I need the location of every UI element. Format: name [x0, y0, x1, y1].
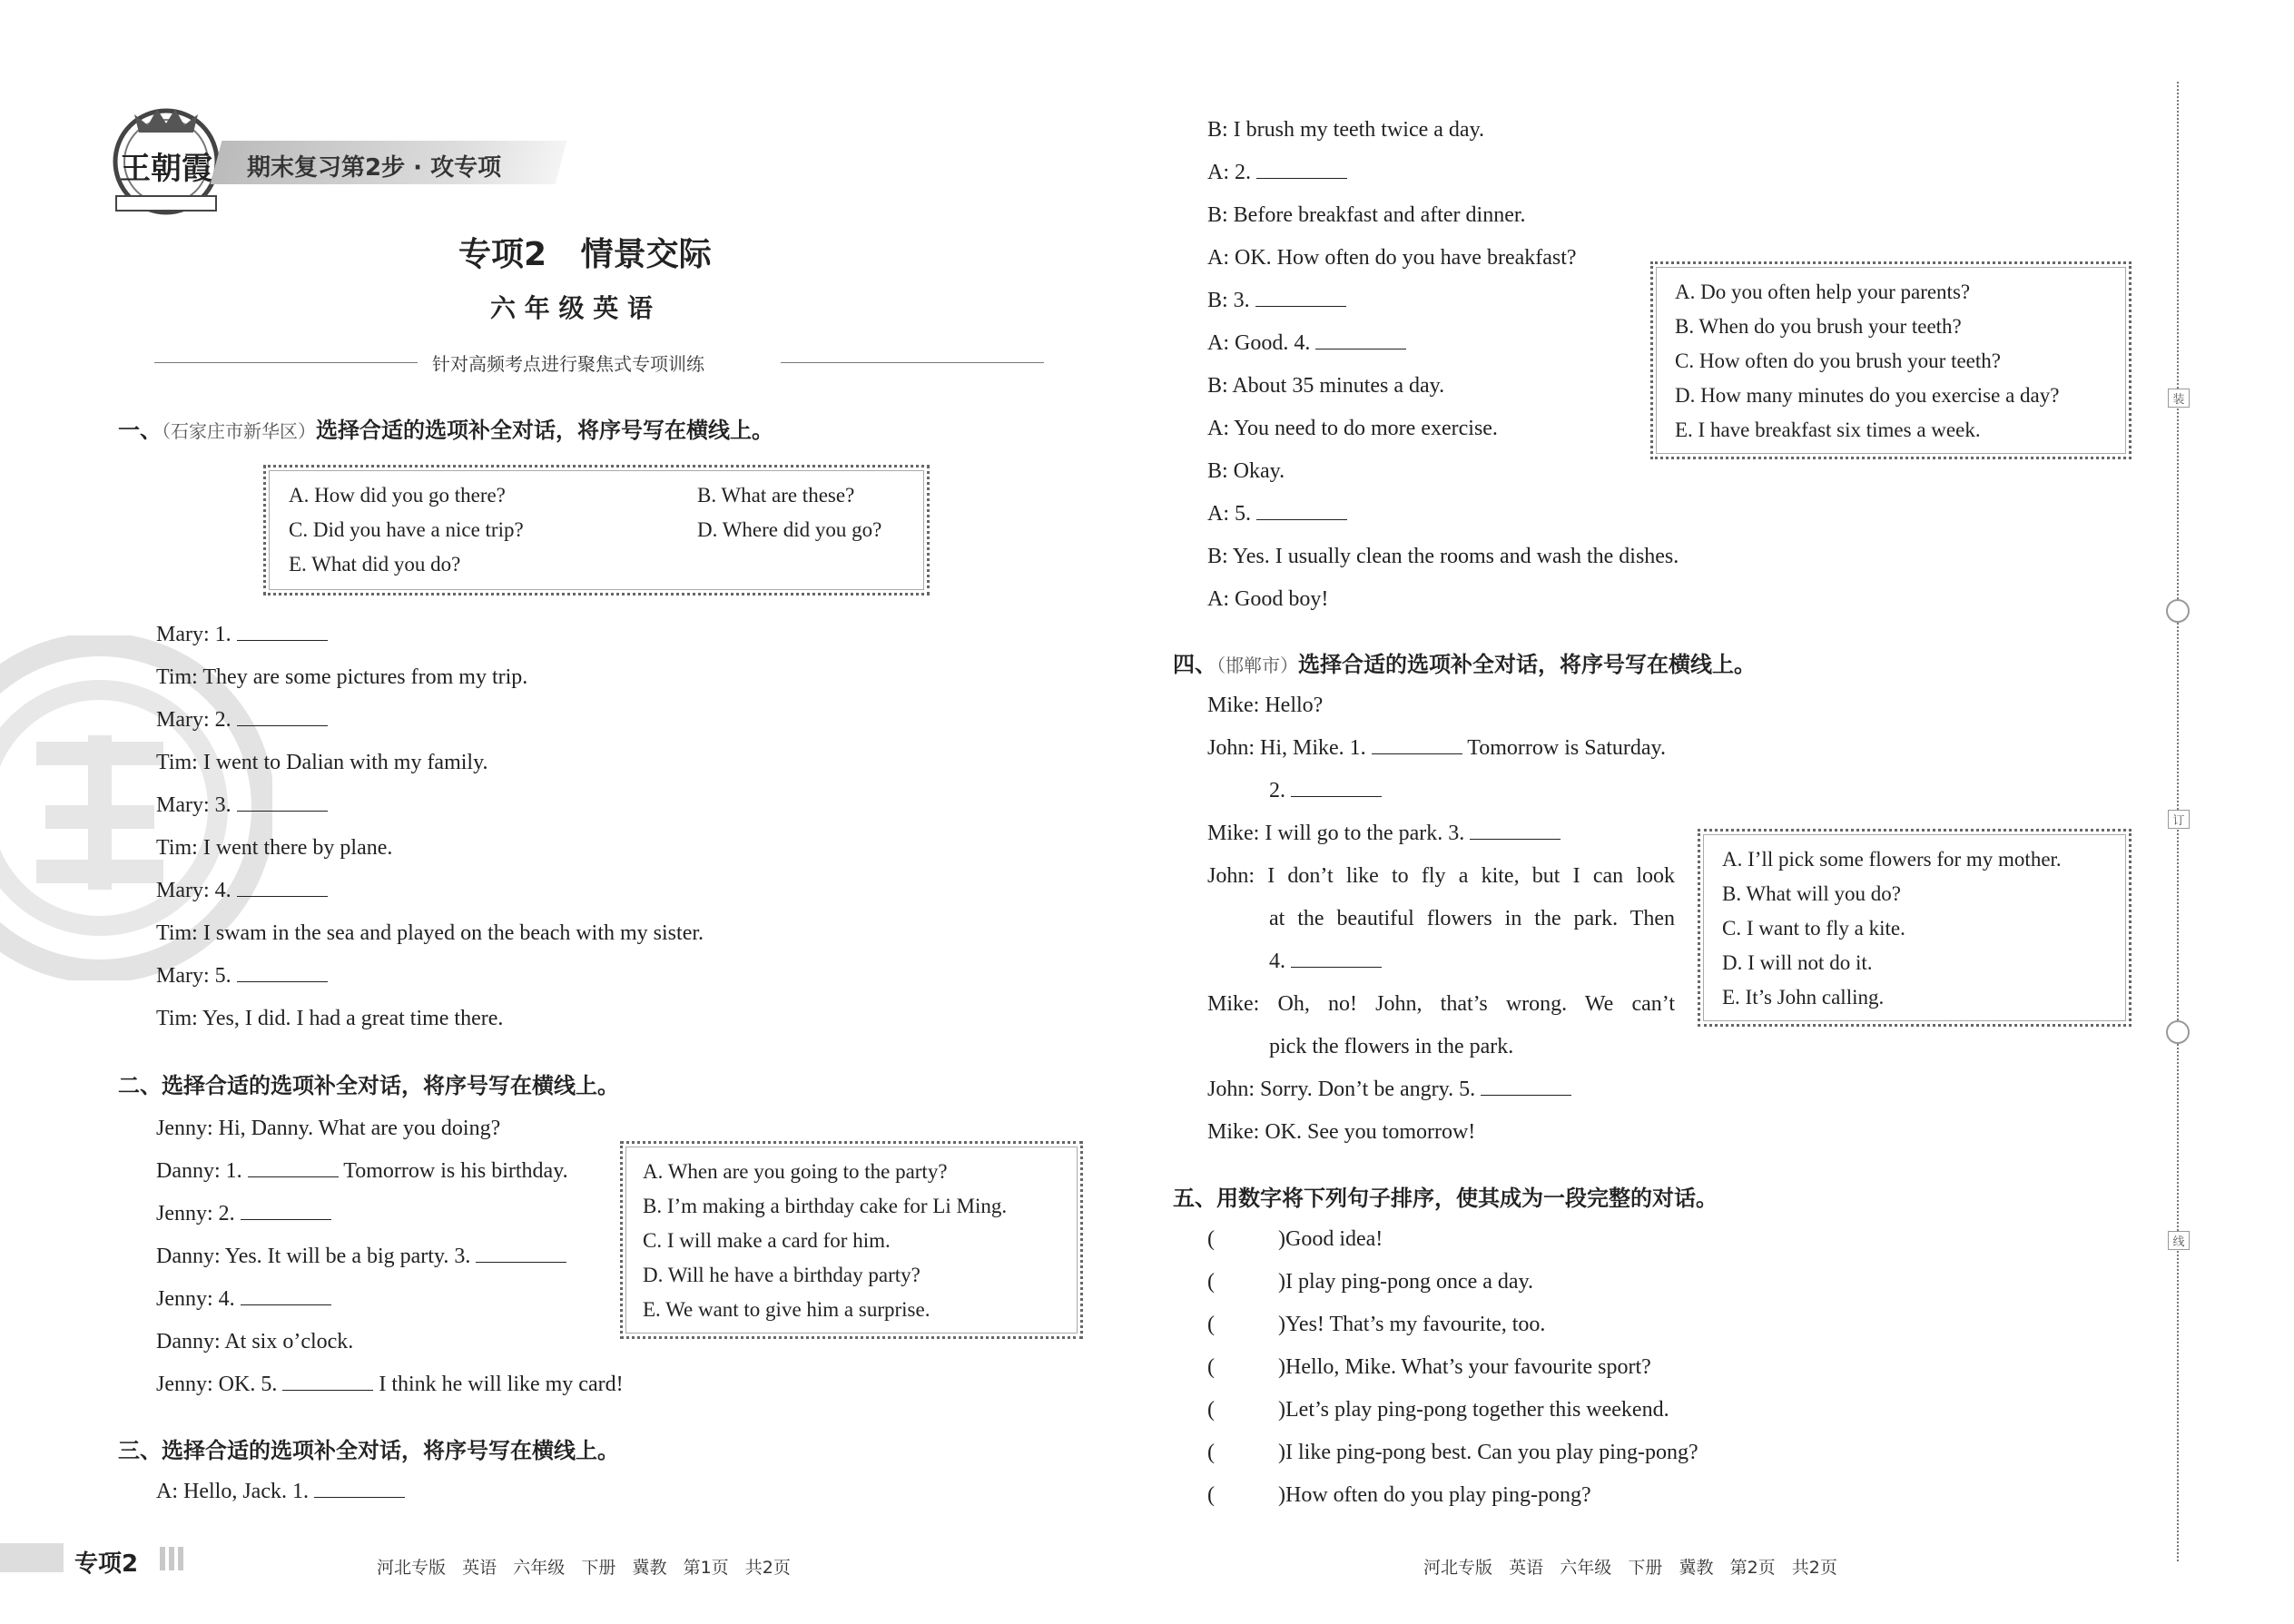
q2-heading: 二、选择合适的选项补全对话，将序号写在横线上。 [118, 1073, 619, 1098]
q2-line-2: Danny: 1. Tomorrow is his birthday. [156, 1159, 568, 1183]
q4-option-b: B. What will you do? [1722, 882, 1901, 905]
q1-line-2: Tim: They are some pictures from my trip. [156, 665, 528, 689]
q3-line-1: A: Hello, Jack. 1. [156, 1478, 405, 1505]
q5-item: ( )I play ping-pong once a day. [1207, 1270, 1534, 1294]
q1-option-b: B. What are these? [697, 484, 855, 507]
q3-line-8: B: About 35 minutes a day. [1207, 374, 1445, 398]
q3-option-a: A. Do you often help your parents? [1675, 281, 1971, 303]
q3-line-10: B: Okay. [1207, 459, 1285, 483]
binding-mark-1: 装 [2168, 389, 2190, 408]
binding-hole-icon [2166, 1020, 2190, 1044]
answer-blank[interactable] [1315, 330, 1406, 349]
q1-line-7: Mary: 4. [156, 877, 328, 904]
q1-line-6: Tim: I went there by plane. [156, 836, 393, 860]
answer-blank[interactable] [237, 707, 328, 726]
footer-right: 河北专版 英语 六年级 下册 冀教 第2页 共2页 [1423, 1558, 1837, 1578]
answer-blank[interactable] [282, 1372, 373, 1391]
q3-line-11: A: 5. [1207, 500, 1347, 527]
q4-line-10: John: Sorry. Don’t be angry. 5. [1207, 1076, 1571, 1103]
logo [107, 98, 225, 216]
q3-option-d: D. How many minutes do you exercise a day? [1675, 384, 2060, 407]
answer-blank[interactable] [1255, 288, 1346, 307]
q4-line-8: Mike: Oh, no! John, that’s wrong. We can’t [1207, 992, 1675, 1016]
answer-blank[interactable] [237, 878, 328, 897]
q3-line-12: B: Yes. I usually clean the rooms and wash the dishes. [1207, 545, 1679, 568]
binding-mark-3: 线 [2168, 1231, 2190, 1250]
tagline-rule-left [154, 362, 418, 363]
q5-item: ( )Yes! That’s my favourite, too. [1207, 1313, 1546, 1336]
q3-line-13: A: Good boy! [1207, 587, 1329, 611]
q3-line-4: B: Before breakfast and after dinner. [1207, 203, 1526, 227]
answer-blank[interactable] [1256, 160, 1347, 179]
answer-blank[interactable] [241, 1201, 331, 1220]
q2-option-b: B. I’m making a birthday cake for Li Ming. [643, 1195, 1008, 1217]
footer-tab-pattern [160, 1547, 183, 1570]
q2-line-5: Jenny: 4. [156, 1285, 331, 1313]
q1-heading: 一、（石家庄市新华区）选择合适的选项补全对话，将序号写在横线上。 [118, 418, 773, 443]
q2-line-1: Jenny: Hi, Danny. What are you doing? [156, 1117, 501, 1140]
q1-option-c: C. Did you have a nice trip? [289, 518, 524, 541]
q2-option-c: C. I will make a card for him. [643, 1229, 891, 1252]
q4-option-d: D. I will not do it. [1722, 951, 1873, 974]
q3-line-7: A: Good. 4. [1207, 330, 1406, 357]
answer-blank[interactable] [476, 1244, 566, 1263]
q2-option-e: E. We want to give him a surprise. [643, 1298, 930, 1321]
q1-line-4: Tim: I went to Dalian with my family. [156, 751, 488, 774]
answer-blank[interactable] [237, 963, 328, 982]
q2-option-d: D. Will he have a birthday party? [643, 1264, 921, 1286]
q2-line-3: Jenny: 2. [156, 1200, 331, 1227]
q1-line-3: Mary: 2. [156, 706, 328, 733]
answer-blank[interactable] [241, 1286, 331, 1305]
footer-tab-bar [0, 1543, 64, 1572]
footer-tab: 专项2 [74, 1550, 139, 1578]
q4-option-e: E. It’s John calling. [1722, 986, 1885, 1009]
answer-blank[interactable] [1256, 501, 1347, 520]
answer-blank[interactable] [314, 1479, 405, 1498]
q1-line-9: Mary: 5. [156, 962, 328, 989]
q5-item: ( )Good idea! [1207, 1227, 1383, 1251]
footer-left: 河北专版 英语 六年级 下册 冀教 第1页 共2页 [377, 1558, 791, 1578]
q4-line-3: 2. [1269, 777, 1382, 804]
q3-option-c: C. How often do you brush your teeth? [1675, 349, 2001, 372]
q4-line-1: Mike: Hello? [1207, 694, 1324, 717]
q5-item: ( )Let’s play ping-pong together this weekend. [1207, 1398, 1669, 1422]
tagline: 针对高频考点进行聚焦式专项训练 [432, 353, 704, 375]
q1-line-1: Mary: 1. [156, 621, 328, 648]
q1-option-d: D. Where did you go? [697, 518, 882, 541]
answer-blank[interactable] [248, 1158, 339, 1177]
q1-line-10: Tim: Yes, I did. I had a great time there. [156, 1007, 504, 1030]
q1-option-a: A. How did you go there? [289, 484, 506, 507]
answer-blank[interactable] [1481, 1077, 1571, 1096]
q2-option-a: A. When are you going to the party? [643, 1160, 948, 1183]
q4-heading: 四、（邯郸市）选择合适的选项补全对话，将序号写在横线上。 [1173, 652, 1756, 677]
page-subtitle: 六 年 级 英 语 [490, 293, 653, 323]
binding-mark-2: 订 [2168, 810, 2190, 829]
q1-line-5: Mary: 3. [156, 792, 328, 819]
q3-line-3: A: 2. [1207, 159, 1347, 186]
q5-item: ( )How often do you play ping-pong? [1207, 1483, 1591, 1507]
q4-source: （邯郸市） [1216, 655, 1298, 676]
q3-option-b: B. When do you brush your teeth? [1675, 315, 1962, 338]
q5-heading: 五、用数字将下列句子排序，使其成为一段完整的对话。 [1173, 1186, 1718, 1211]
answer-blank[interactable] [237, 792, 328, 812]
q1-line-8: Tim: I swam in the sea and played on the beach with my sister. [156, 921, 704, 945]
logo-text: 王朝霞 [120, 151, 212, 187]
q4-line-11: Mike: OK. See you tomorrow! [1207, 1120, 1476, 1144]
answer-blank[interactable] [1291, 949, 1382, 968]
answer-blank[interactable] [237, 622, 328, 641]
q5-item: ( )Hello, Mike. What’s your favourite sport? [1207, 1355, 1651, 1379]
tagline-rule-right [781, 362, 1044, 363]
page-title: 专项2 情景交际 [458, 236, 712, 273]
banner-text: 期末复习第2步 · 攻专项 [247, 154, 502, 182]
q4-option-c: C. I want to fly a kite. [1722, 917, 1905, 940]
q3-line-2: B: I brush my teeth twice a day. [1207, 118, 1485, 142]
q4-line-4: Mike: I will go to the park. 3. [1207, 820, 1561, 847]
q3-heading: 三、选择合适的选项补全对话，将序号写在横线上。 [118, 1438, 619, 1463]
q3-line-5: A: OK. How often do you have breakfast? [1207, 246, 1577, 270]
q1-option-e: E. What did you do? [289, 553, 461, 576]
q3-line-6: B: 3. [1207, 287, 1346, 314]
q4-line-7: 4. [1269, 948, 1382, 975]
q4-line-2: John: Hi, Mike. 1. Tomorrow is Saturday. [1207, 736, 1666, 760]
answer-blank[interactable] [1291, 778, 1382, 797]
q4-line-5: John: I don’t like to fly a kite, but I can look [1207, 864, 1675, 888]
q4-line-6: at the beautiful flowers in the park. Then [1269, 907, 1675, 930]
q2-line-7: Jenny: OK. 5. I think he will like my card! [156, 1373, 624, 1396]
q2-line-4: Danny: Yes. It will be a big party. 3. [156, 1243, 566, 1270]
q5-item: ( )I like ping-pong best. Can you play ping-pong? [1207, 1441, 1698, 1464]
q3-line-9: A: You need to do more exercise. [1207, 417, 1498, 440]
binding-hole-icon [2166, 599, 2190, 623]
answer-blank[interactable] [1372, 735, 1462, 754]
q2-line-6: Danny: At six o’clock. [156, 1330, 354, 1353]
q3-option-e: E. I have breakfast six times a week. [1675, 418, 1981, 441]
answer-blank[interactable] [1470, 821, 1561, 840]
q4-option-a: A. I’ll pick some flowers for my mother. [1722, 848, 2062, 871]
q1-source: （石家庄市新华区） [162, 420, 316, 442]
q4-line-9: pick the flowers in the park. [1269, 1035, 1514, 1058]
